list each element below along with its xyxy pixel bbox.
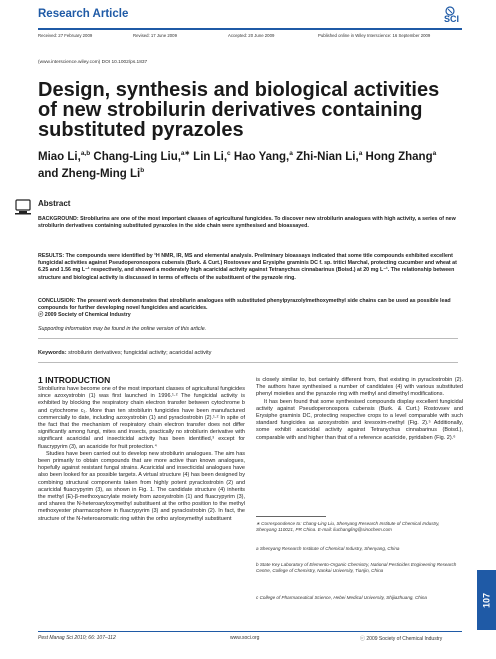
published-date: Published online in Wiley Interscience: 16 September 2009 (318, 33, 431, 38)
author-name: and Zheng-Ming Li (38, 168, 141, 181)
section-label: Research Article (38, 8, 129, 20)
footnote-affiliation-c: c College of Pharmaceutical Science, Hebei Medical University, Shijiazhuang, China (256, 595, 427, 600)
results-text: The compounds were identified by ¹H NMR, IR, MS and elemental analysis. Preliminary bioassays indicated that some title compounds exhibited excellent fungicidal activities against Pseudoperonospora cubensis (Burk. & Curt.) Rostovsev and Erysiphe graminis DC f. sp. tritici Marchal, protecting cucumber and wheat at 6.25 and 1.56 mg L⁻¹ respectively, and showed a moderately high acaricidal activity against Tetranychus cinnabarinus (Boisd.) at 20 mg L⁻¹. The relationship between structure and biological activity is discussed in terms of effects of the substituent of the pyrazole ring. (38, 253, 457, 281)
author-affiliation-marker: a,b (80, 150, 91, 157)
divider (38, 338, 458, 339)
footnote-affiliation-a: a Shenyang Research Institute of Chemical Industry, Shenyang, China (256, 546, 400, 551)
intro-paragraph: is closely similar to, but certainly different from, that existing in pyraclostrobin (2). The authors have synthesised a number of candidates (4) with various substituted phenyl moieties and the pyrazole ring with methyl and dimethyl modifications. (256, 377, 463, 398)
keywords-label: Keywords: (38, 350, 67, 356)
abstract-results (38, 253, 458, 282)
author-affiliation-marker: a∗ (180, 150, 190, 157)
intro-right-column (256, 377, 463, 442)
author-name: Hong Zhang (362, 150, 433, 163)
intro-left-column (38, 386, 245, 523)
intro-paragraph: Studies have been carried out to develop new strobilurin analogues. The aim has been primarily to obtain compounds that are more active than known analogues, hopefully against resistant fungal strains. Acaricidal and insecticidal analogues have also been looked for as possible targets. A virtual structure (4) has been designed by combining structural components taken from highly potent pyraclostrobin (2) and acaricidal fluacrypyrim (3), as shown in Fig. 1. The candidate structure (4) inherits the methyl (E)-β-methoxyacrylate moiety from azoxystrobin (1) and fluacrypyrim (3), and shares the N-heteroaryloxymethyl substituent at the ortho position to the methyl methoxyester pharmacophore in fluacrypyrim (3) and pyraclostrobin (2). In fact, the structure of the N-heteroaromatic ring within the ortho aryloxymethyl substituent (38, 450, 245, 522)
received-date: Received: 27 February 2009 (38, 33, 93, 38)
article-title: Design, synthesis and biological activities of new strobilurin derivatives containing substituted pyrazoles (38, 79, 440, 141)
author-name: Zhi-Nian Li, (292, 150, 359, 163)
abstract-background (38, 216, 458, 230)
divider (38, 362, 458, 363)
keywords (38, 350, 211, 356)
footer-copyright: ⓒ 2009 Society of Chemical Industry (360, 636, 443, 642)
conclusion-text: The present work demonstrates that strobilurin analogues with substituted phenylpyrazolylmethoxymethyl side chains can be used as possible lead compounds for further developing novel fungicides and acaricides. (38, 298, 451, 312)
author-affiliation-marker: c (227, 150, 231, 157)
author-name: Hao Yang, (230, 150, 290, 163)
author-list (38, 147, 458, 182)
footnote-affiliation-b: b State Key Laboratory of Elemento-Organic Chemistry, National Pesticides Engineering Research Centre, College of Chemistry, Nankai University, Tianjin, China (256, 562, 457, 574)
results-label: RESULTS: (38, 253, 65, 259)
abstract-conclusion (38, 298, 458, 320)
footer-rule (38, 631, 462, 632)
intro-paragraph: It has been found that some synthesised compounds display excellent fungicidal activity against Pseudoperonospora cubensis (Burk. & Curt.) Rostovsev and Erysiphe graminis DC, protecting respective crops to a level comparable with such standard fungicides as azoxystrobin and kresoxim-methyl (Fig. 2).⁵ Additionally, some exhibit acaricidal activity against Tetranychus cinnabarinus (Boisd.), comparable with and higher than that of a reference acaricide, pyridaben (Fig. 2).⁶ (256, 398, 463, 441)
footnote-rule (256, 516, 326, 517)
abstract-copyright: ⓒ 2009 Society of Chemical Industry (38, 312, 131, 319)
author-affiliation-marker: a (432, 150, 437, 157)
footnote-correspondence: ∗ Correspondence to: Chang-Ling Liu, Shenyang Research Institute of Chemical Industry, Shenyang 110021, PR China. E-mail: liuchangling@sinochem.com (256, 521, 440, 533)
author-name: Miao Li, (38, 150, 81, 163)
section-heading: 1 INTRODUCTION (38, 375, 111, 385)
header-rule (38, 28, 462, 30)
conclusion-label: CONCLUSION: (38, 298, 76, 304)
footer-url[interactable]: www.soci.org (230, 635, 260, 641)
author-affiliation-marker: b (140, 167, 145, 175)
background-text: Strobilurins are one of the most important classes of agricultural fungicides. To discover new strobilurin analogues with high activity, a series of new strobilurin derivatives containing substituted pyrazoles in the side chain were synthesised and bioassayed. (38, 216, 456, 230)
author-affiliation-marker: a (289, 150, 293, 157)
author-affiliation-marker: a (358, 150, 363, 157)
background-label: BACKGROUND: (38, 216, 79, 222)
footer-citation: Pest Manag Sci 2010; 66: 107–112 (38, 635, 116, 641)
computer-icon (14, 199, 32, 215)
revised-date: Revised: 17 June 2009 (133, 33, 177, 38)
intro-paragraph: Strobilurins have become one of the most important classes of agricultural fungicides since azoxystrobin (1) was first launched in 1996.¹·² The fungicidal activity is exhibited by blocking the respiratory chain electron transfer between cytochrome b and cytochrome c₁. More than ten strobilurin fungicides have been manufactured commercially to date, including azoxystrobin (1) and pyraclostrobin (2).¹·² In spite of the fact that the mechanism of respiratory chain electron transfer does not differ significantly among fungi, mites and insects, practically no strobilurin derivative with significant acaricidal and insecticidal activity has been identified,³ except for fluacrypyrim (3), an acaricide for fruit protection.⁴ (38, 386, 245, 450)
page-number: 107 (481, 592, 492, 608)
accepted-date: Accepted: 20 June 2009 (228, 33, 275, 38)
keywords-text: strobilurin derivatives; fungicidal activity; acaricidal activity (66, 350, 212, 356)
sci-logo-text: SCI (444, 14, 460, 24)
author-name: Lin Li, (189, 150, 228, 163)
doi-line[interactable]: (www.interscience.wiley.com) DOI 10.1002/ps.1837 (38, 60, 148, 65)
author-name: Chang-Ling Liu, (90, 150, 181, 163)
abstract-heading: Abstract (38, 199, 71, 208)
supporting-info: Supporting information may be found in the online version of this article. (38, 326, 207, 332)
